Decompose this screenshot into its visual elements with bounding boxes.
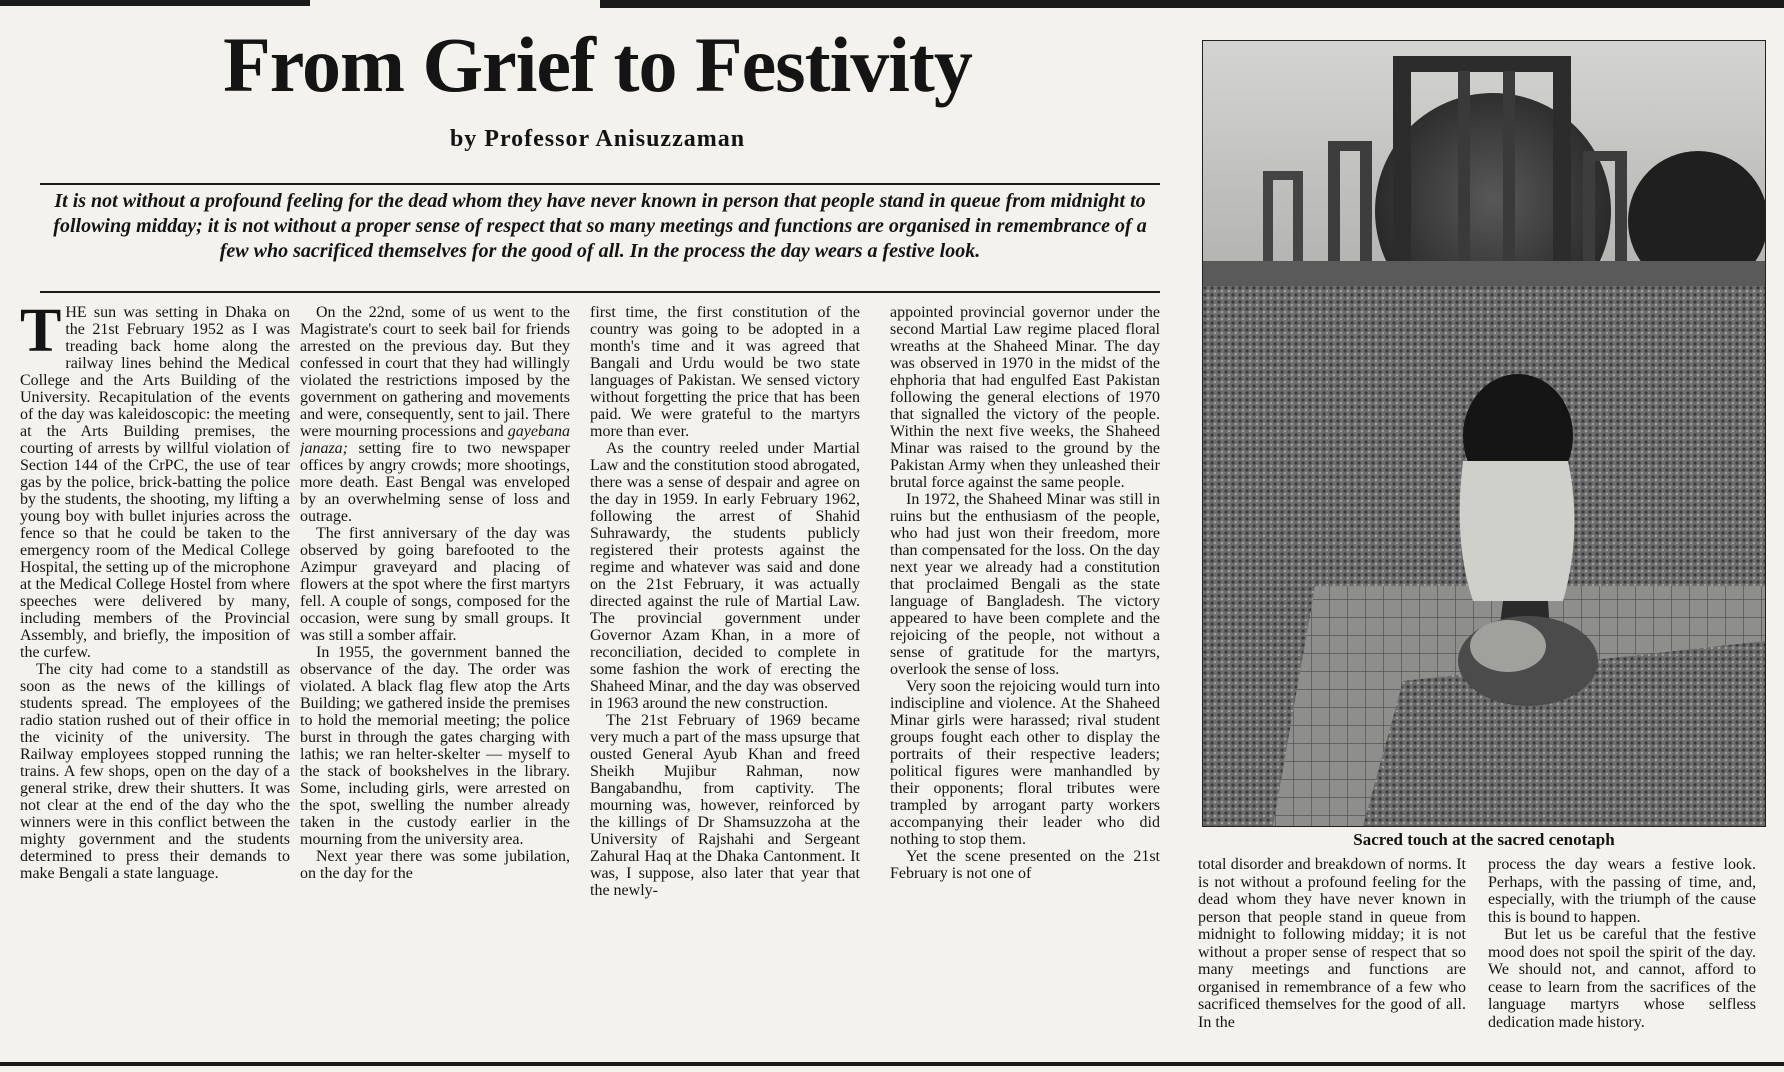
article-column-4	[890, 304, 1160, 1046]
headline: From Grief to Festivity	[223, 21, 972, 108]
paragraph	[20, 304, 290, 661]
article-column-2	[300, 304, 570, 1046]
drop-cap: T	[20, 304, 62, 365]
paragraph: appointed provincial governor under the second Martial Law regime placed floral wreaths at the Shaheed Minar. The day was observed in 1970 in the midst of the ehphoria that had engulfed East Pakistan following the general elections of 1970 that signalled the victory of the people. Within the next five weeks, the Shaheed Minar was raised to the ground by the Pakistan Army when they unleashed their brutal force against the same people.	[890, 304, 1160, 491]
paragraph: Yet the scene presented on the 21st February is not one of	[890, 848, 1160, 882]
paragraph	[300, 304, 570, 525]
paragraph: total disorder and breakdown of norms. It is not without a profound feeling for the dead whom they have never known in person that people stand in queue from midnight to following midday; it is not without a proper sense of respect that so many meetings and functions are organised in remembrance of a few who sacrificed themselves for the good of all. In the	[1198, 856, 1466, 1031]
article-column-1	[20, 304, 290, 1046]
paragraph: The 21st February of 1969 became very much a part of the mass upsurge that ousted General Ayub Khan and freed Sheikh Mujibur Rahman, now Bangabandhu, from captivity. The mourning was, however, reinforced by the killings of Dr Shamsuzzoha at the University of Rajshahi and Sergeant Zahural Haq at the Dhaka Cantonment. It was, I suppose, also later that year that the newly-	[590, 712, 860, 899]
paragraph: The city had come to a standstill as soon as the news of the killings of students spread. The employees of the radio station rushed out of their office in the vicinity of the university. The Railway employees stopped running the trains. A few shops, open on the day of a general strike, drew their shutters. It was not clear at the end of the day who the winners were in this conflict between the mighty government and the students determined to press their demands to make Bengali a state language.	[20, 661, 290, 882]
article-column-6	[1488, 856, 1756, 1056]
article-column-5	[1198, 856, 1466, 1056]
paragraph: Very soon the rejoicing would turn into indiscipline and violence. At the Shaheed Minar girls were harassed; rival student groups fought each other to display the portraits of their respective leaders; political figures were manhandled by their opponents; floral tributes were trampled by arrogant party workers accompanying their leader who did nothing to stop them.	[890, 678, 1160, 848]
paragraph-text: setting fire to two newspaper offices by angry crowds; more shootings, more death. East Bengal was enveloped by an overwhelming sense of loss and outrage.	[300, 440, 570, 525]
paragraph: Next year there was some jubilation, on the day for the	[300, 848, 570, 882]
paragraph: process the day wears a festive look. Perhaps, with the passing of time, and, especially, with the triumph of the cause this is bound to happen.	[1488, 856, 1756, 926]
paragraph-text: On the 22nd, some of us went to the Magistrate's court to seek bail for friends arrested on the previous day. But they confessed in court that they had willingly violated the restrictions imposed by the government on gathering and movements and were, consequently, sent to jail. There were mourning processions and	[300, 304, 570, 440]
photo-sacred-cenotaph	[1202, 40, 1766, 827]
bottom-rule	[0, 1062, 1784, 1066]
cenotaph-photo-illustration	[1203, 41, 1765, 826]
photo-caption: Sacred touch at the sacred cenotaph	[1353, 830, 1615, 849]
article-column-3	[590, 304, 860, 1046]
paragraph: But let us be careful that the festive mood does not spoil the spirit of the day. We should not, and cannot, afford to cease to learn from the sacrifices of the language martyrs whose selfless dedication made history.	[1488, 926, 1756, 1031]
paragraph: first time, the first constitution of the country was going to be adopted in a month's time and it was agreed that Bangali and Urdu would be two state languages of Pakistan. We sensed victory without forgetting the price that has been paid. We were grateful to the martyrs more than ever.	[590, 304, 860, 440]
deck-summary: It is not without a profound feeling for the dead whom they have never known in person that people stand in queue from midnight to following midday; it is not without a proper sense of respect that so many meetings and functions are organised in remembrance of a few who sacrificed themselves for the good of all. In the process the day wears a festive look.	[40, 183, 1160, 293]
paragraph: The first anniversary of the day was observed by going barefooted to the Azimpur graveyard and placing of flowers at the spot where the first martyrs fell. A couple of songs, composed for the occasion, were sung by small groups. It was still a somber affair.	[300, 525, 570, 644]
top-rule-right	[600, 0, 1784, 8]
paragraph-text: HE sun was setting in Dhaka on the 21st February 1952 as I was treading back home along the railway lines behind the Medical College and the Arts Building of the University. Recapitulation of the events of the day was kaleidoscopic: the meeting at the Arts Building premises, the courting of arrests by willful violation of Section 144 of the CrPC, the use of tear gas by the police, brick-batting the police by the students, the shooting, my lifting a young boy with bullet injuries across the fence so that he could be taken to the emergency room of the Medical College Hospital, the setting up of the microphone at the Medical College Hostel from where speeches were delivered by many, including members of the Provincial Assembly, and briefly, the imposition of the curfew.	[20, 304, 290, 661]
top-rule-left	[0, 0, 310, 6]
byline: by Professor Anisuzzaman	[449, 126, 746, 152]
paragraph: As the country reeled under Martial Law and the constitution stood abrogated, there was a sense of despair and agree on the day in 1959. In early February 1962, following the arrest of Shahid Suhrawardy, the students publicly registered their protests against the regime and whatever was said and done on the 21st February, it was actually directed against the rule of Martial Law. The provincial government under Governor Azam Khan, in a more of reconciliation, decided to complete in some fashion the work of erecting the Shaheed Minar, and the day was observed in 1963 around the new construction.	[590, 440, 860, 712]
paragraph: In 1972, the Shaheed Minar was still in ruins but the enthusiasm of the people, who had just won their freedom, more than compensated for the loss. On the day next year we already had a constitution that proclaimed Bengali as the state language of Bangladesh. The victory appeared to have been complete and the rejoicing of the people, not without a sense of gratitude for the martyrs, overlook the sense of loss.	[890, 491, 1160, 678]
italic-term: gayebana janaza;	[300, 423, 570, 457]
paragraph: In 1955, the government banned the observance of the day. The order was violated. A black flag flew atop the Arts Building; we gathered inside the premises to hold the memorial meeting; the police burst in through the gates charging with lathis; we ran helter-skelter — myself to the stack of bookshelves in the library. Some, including girls, were arrested on the spot, swelling the number already taken in the custody earlier in the mourning from the university area.	[300, 644, 570, 848]
